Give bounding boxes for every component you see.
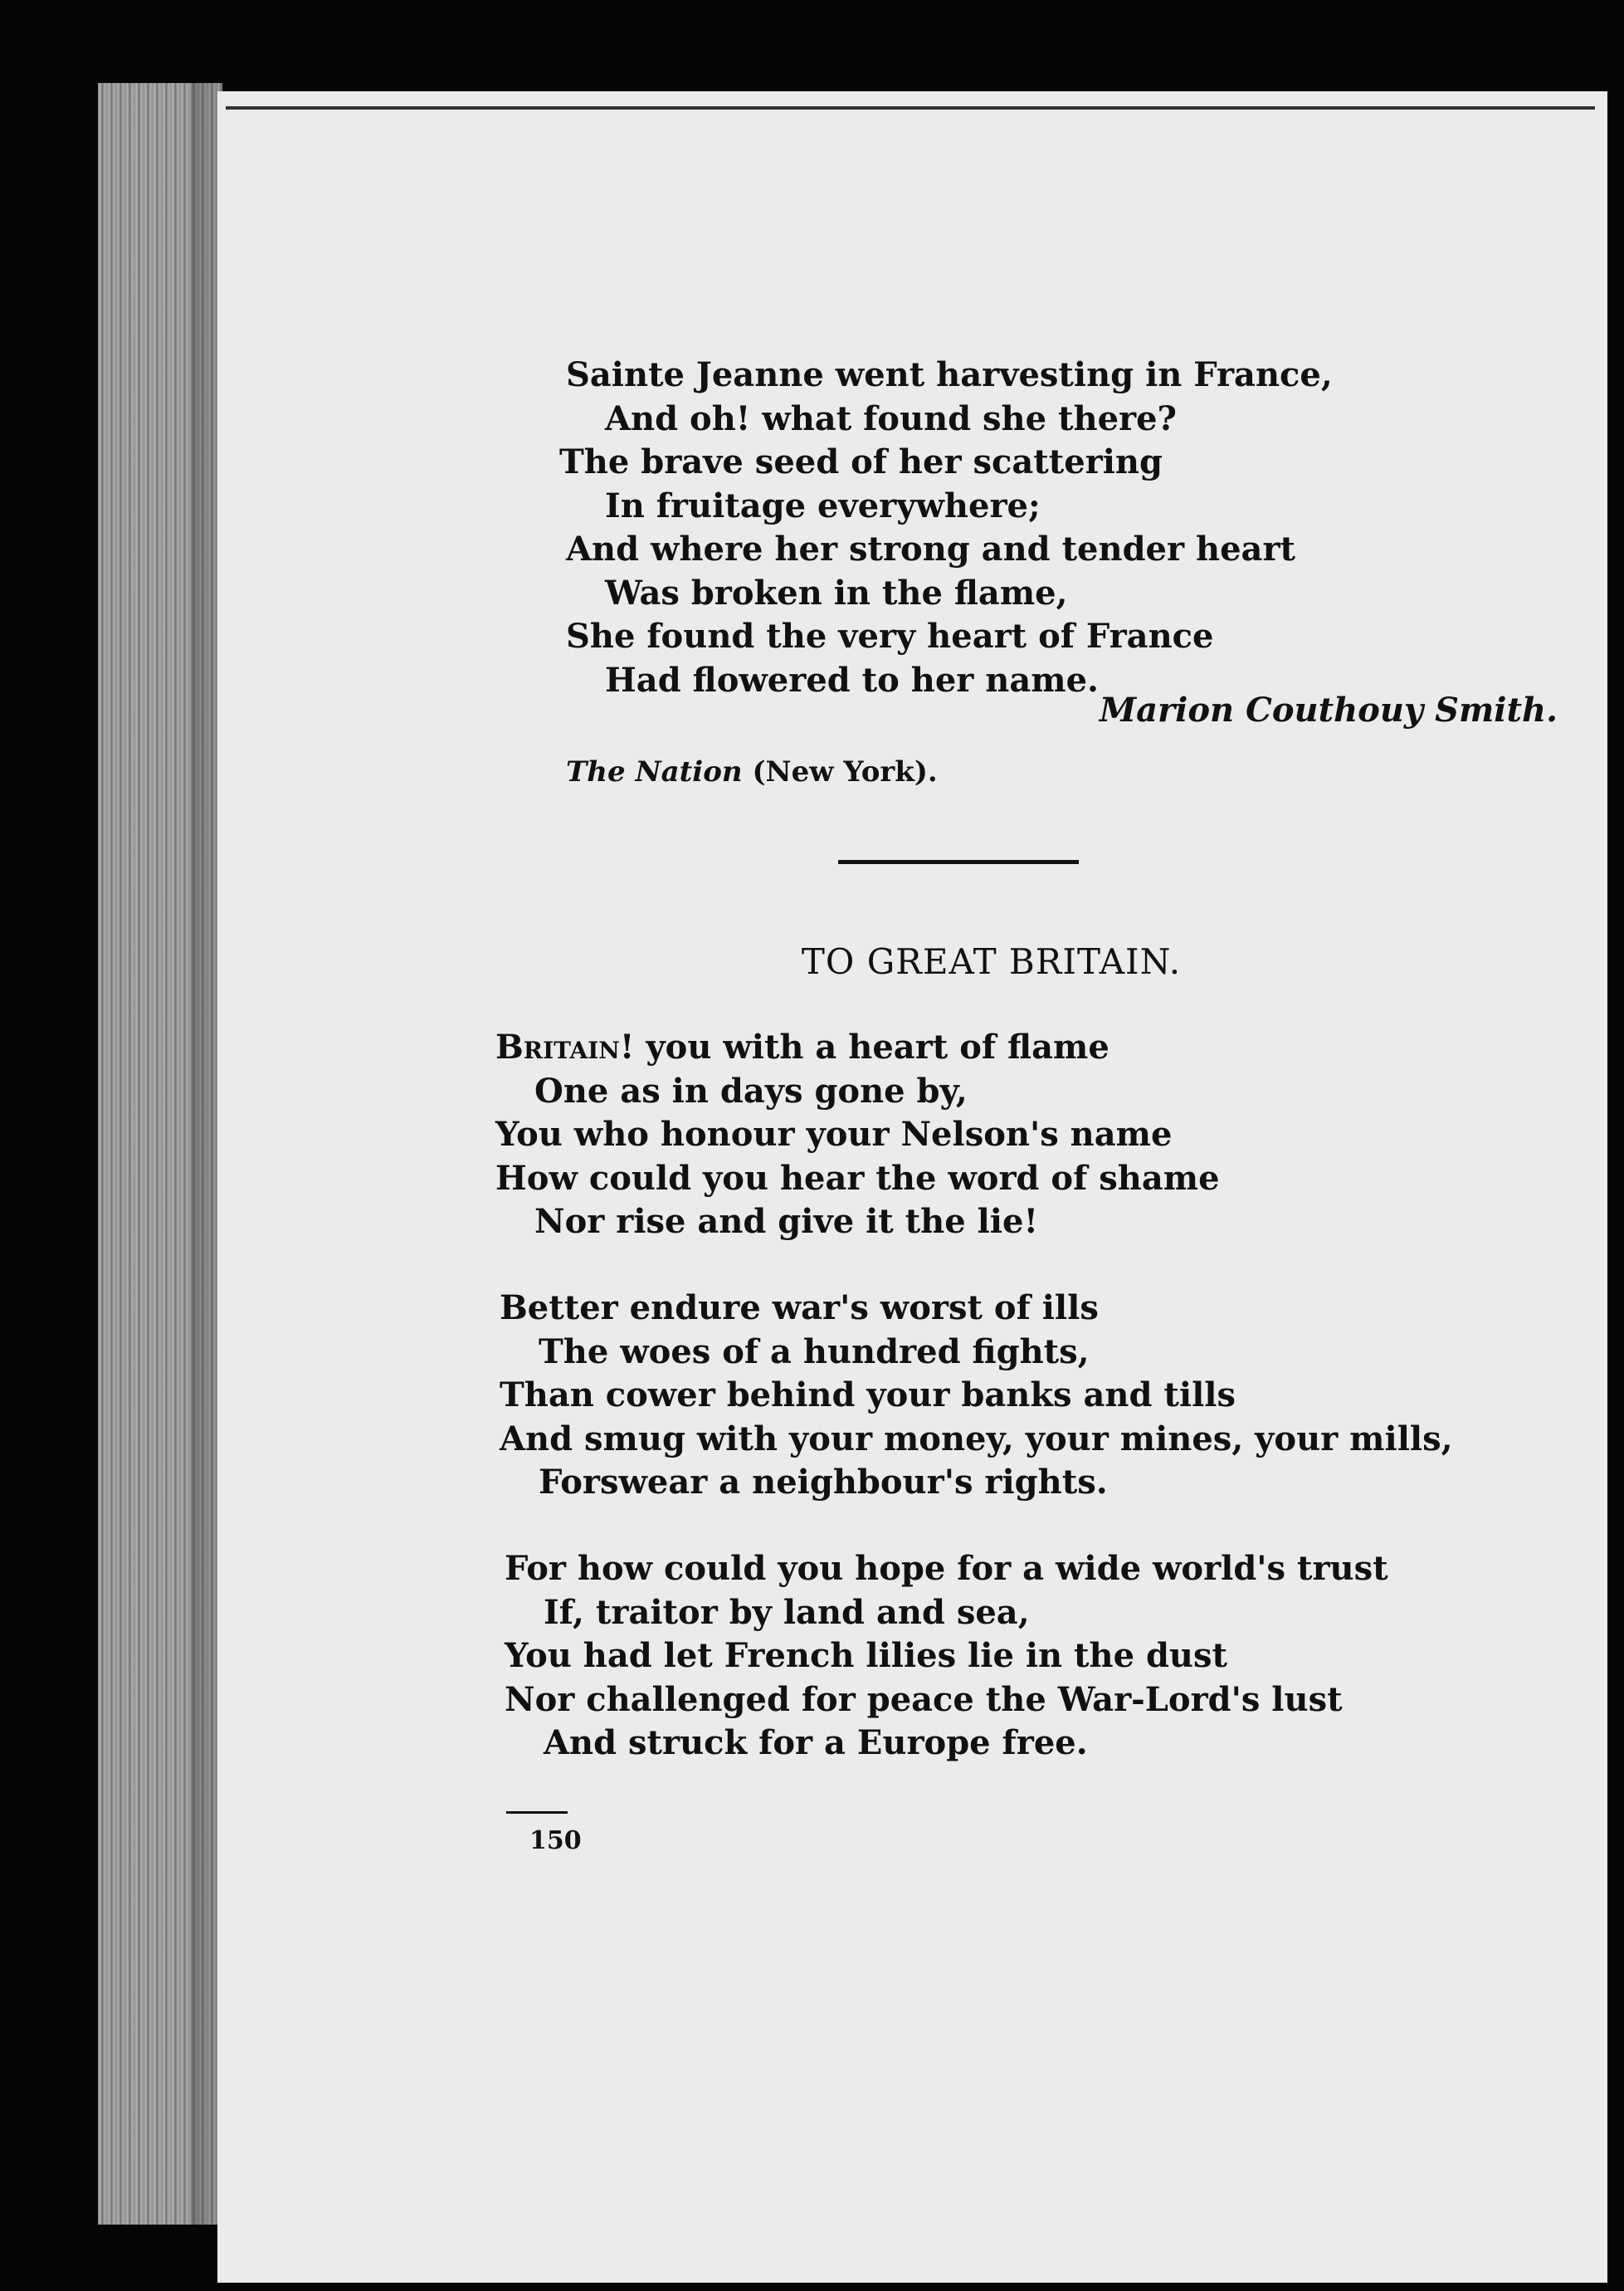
page-number: 150	[529, 1826, 582, 1855]
verse-line: And struck for a Europe free.	[544, 1723, 1088, 1762]
verse-line: Nor rise and give it the lie!	[534, 1202, 1039, 1241]
page	[217, 91, 1607, 2283]
verse-line: She found the very heart of France	[566, 617, 1214, 656]
source-citation	[566, 755, 938, 789]
poem-title: TO GREAT BRITAIN.	[801, 941, 1182, 982]
verse-line: And where her strong and tender heart	[566, 530, 1296, 569]
verse-line: The woes of a hundred fights,	[539, 1331, 1090, 1371]
author-signature: Marion Couthouy Smith.	[1099, 691, 1558, 730]
top-border-rule	[226, 106, 1595, 110]
drop-word: Britain	[495, 1028, 620, 1067]
verse-line: If, traitor by land and sea,	[544, 1592, 1030, 1632]
verse-line: Sainte Jeanne went harvesting in France,	[566, 355, 1333, 394]
verse-line: In fruitage everywhere;	[605, 486, 1041, 525]
poem-stanza-2	[500, 1287, 1453, 1505]
verse-line: For how could you hope for a wide world's trust	[505, 1549, 1388, 1588]
verse-line: And oh! what found she there?	[605, 398, 1177, 438]
poem-stanza-1	[495, 1026, 1220, 1244]
source-publication: The Nation	[566, 755, 743, 789]
folio-rule	[506, 1811, 568, 1814]
poem-stanza-3	[505, 1547, 1388, 1766]
verse-line	[495, 1026, 1220, 1070]
verse-line: How could you hear the word of shame	[495, 1158, 1220, 1198]
verse-line: Than cower behind your banks and tills	[500, 1375, 1236, 1414]
verse-line: The brave seed of her scattering	[559, 442, 1163, 481]
section-divider	[838, 860, 1079, 864]
verse-line: Had flowered to her name.	[605, 660, 1099, 700]
verse-line: You had let French lilies lie in the dust	[505, 1636, 1227, 1675]
verse-line: Forswear a neighbour's rights.	[539, 1463, 1108, 1502]
verse-line: And smug with your money, your mines, your mills,	[500, 1419, 1453, 1458]
verse-line: You who honour your Nelson's name	[495, 1115, 1173, 1154]
source-place: (New York).	[752, 755, 938, 789]
verse-line: Nor challenged for peace the War-Lord's lust	[505, 1679, 1343, 1719]
verse-line: Better endure war's worst of ills	[500, 1288, 1099, 1327]
verse-line: One as in days gone by,	[534, 1071, 968, 1111]
verse-line-rest: ! you with a heart of flame	[619, 1028, 1109, 1067]
verse-line: Was broken in the flame,	[605, 573, 1068, 613]
poem-sainte-jeanne	[559, 354, 1333, 702]
